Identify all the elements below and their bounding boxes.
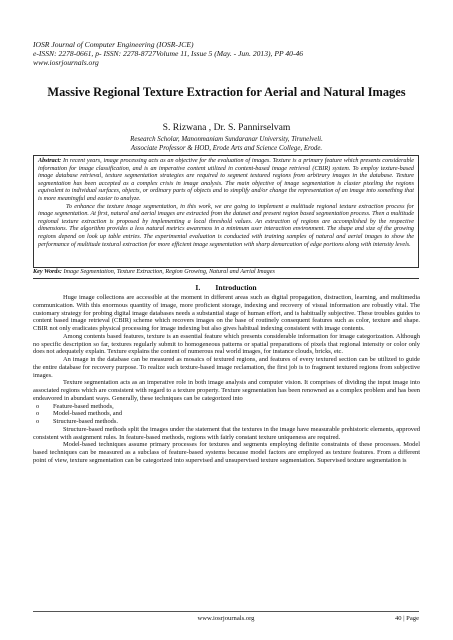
bullet-marker: o [36,418,40,425]
list-item-text: Feature-based methods, [53,402,114,410]
list-item [33,410,420,418]
body-paragraph-1: Huge image collections are accessible at the moment in different areas such as digital propagation, distraction, learning, and multimedia communication. With this enormous quantity of image, more proficient storage, indexing and recovery of visual information are robustly vital. The customary strategy for probing digital image databases needs a substantial stage of human effort, and is habitually subjective. These troubles guides to content based image retrieval (CBIR) scheme which recovers images on the base of routinely consequent features such as color, texture and shape. CBIR not only eradicates physical processing for image indexing but also gives habitual indexing consistent with image contents. [33,294,420,332]
abstract-text-1: In recent years, image processing acts as an objective for the evaluation of images. Texture is a primary feature which presents considerable information for image classification, and is an imperative content utilized in content-based image retrieval (CBIR) system. To employ texture-based image database retrieval, texture segmentation strategies are required to segment textured regions from arbitrary images in the database. Texture segmentation has been accepted as a complex crisis in image analysis. The main objective of image segmentation is cluster pixeling the regions equivalent to individual surfaces, objects, or ordinary parts of objects and to simplify and/or change the representation of an image into something that is more meaningful and easier to analyze. [38,158,414,202]
list-item [33,403,420,411]
list-item-text: Structure-based methods. [53,418,118,425]
paper-authors: S. Rizwana , Dr. S. Pannirselvam [162,122,291,133]
abstract-paragraph-1 [38,158,414,204]
affiliation-2: Associate Professor & HOD, Erode Arts and Science College, Erode. [130,144,323,152]
journal-name: IOSR Journal of Computer Engineering (IOSR-JCE) [33,40,194,49]
journal-header [33,40,333,68]
bullet-marker: o [36,410,40,418]
author-affiliations [40,136,413,153]
body-paragraph-2: Among contents based features, texture is an essential feature which presents considerable information for image categorization. Although no specific description so far, textures regularly submit to homogeneous patterns or spatial preparations of pixels that regional intensity or color only does not adequately explain. Texture explains the content of numerous real world images, for instance clouds, bricks, etc. [33,332,420,356]
keywords-label: Key Words: [33,269,62,275]
keywords-text: Image Segmentation, Texture Extraction, Region Growing, Natural and Aerial Images [61,269,275,275]
abstract-label: Abstract: [38,158,62,164]
journal-issn: e-ISSN: 2278-0661, p- ISSN: 2278-8727Volume 11, Issue 5 (May. - Jun. 2013), PP 40-46 [33,49,304,59]
bullet-marker: o [36,402,40,410]
methods-list [33,403,420,426]
journal-website: www.iosrjournals.org [33,58,99,68]
abstract-box [33,155,419,268]
page-number: 40 | Page [394,615,419,622]
section-heading: I. Introduction [195,283,257,292]
affiliation-1: Research Scholar, Manonmaniam Sundaranar University, Tirunelveli. [130,136,323,143]
list-item-text: Model-based methods, and [53,410,123,418]
body-paragraph-4: Texture segmentation acts as an imperative role in both image analysis and computer vision. It comprises of dividing the input image into associated regions which are consistent with regard to a texture property. Texture segmentation has been renowned as a complex problem and has been endeavored in abundant ways. Generally, these techniques can be categorized into [33,379,420,402]
keywords [33,269,423,277]
footer-divider [33,611,419,612]
body-paragraph-6: Model-based techniques assume primary processes for textures and segments employing definite constraints of these processes. Model based techniques can be measured as a subclass of feature-based systems because model factors are employed as texture features. From a different point of view, texture segmentation can be categorized into supervised and unsupervised texture segmentation. Supervised texture segmentation is [33,441,420,464]
paper-title: Massive Regional Texture Extraction for Aerial and Natural Images [47,85,406,99]
section-body [33,294,420,465]
body-paragraph-5: Structure-based methods split the images under the statement that the textures in the image have measurable prehistoric elements, approved consistent with assignment rules. In feature-based methods, regions with fairly constant texture uniqueness are required. [33,425,420,441]
abstract-paragraph-2: To enhance the texture image segmentation, in this work, we are going to implement a multitude regional texture extraction process for image segmentation. At first, natural and aerial images are extracted from the dataset and present region based segmentation process. Then a multitude regional texture extraction is proposed by implementing a local threshold values. An extraction of regions are accomplished by the respective dimensions. The algorithm provides a less natural metrics awareness in a minimum user interaction environment. The shape and size of the growing regions depend on look up table entries. The experimental evaluation is conducted with training samples of natural and aerial images to show the performance of multitude textural extraction for more efficient image segmentation with sharp demarcation of edge portions along with intensity levels. [38,203,414,248]
list-item [33,418,420,426]
footer-website-link[interactable]: www.iosrjournals.org [197,615,255,622]
body-paragraph-3: An image in the database can be measured as mosaics of textured regions, and features of every textured section can be utilized to guide the entire database for recovery purpose. To realize such texture-based image reclamation, the first job is to fragment textured regions from subjective images. [33,356,420,379]
section-divider [33,278,419,279]
